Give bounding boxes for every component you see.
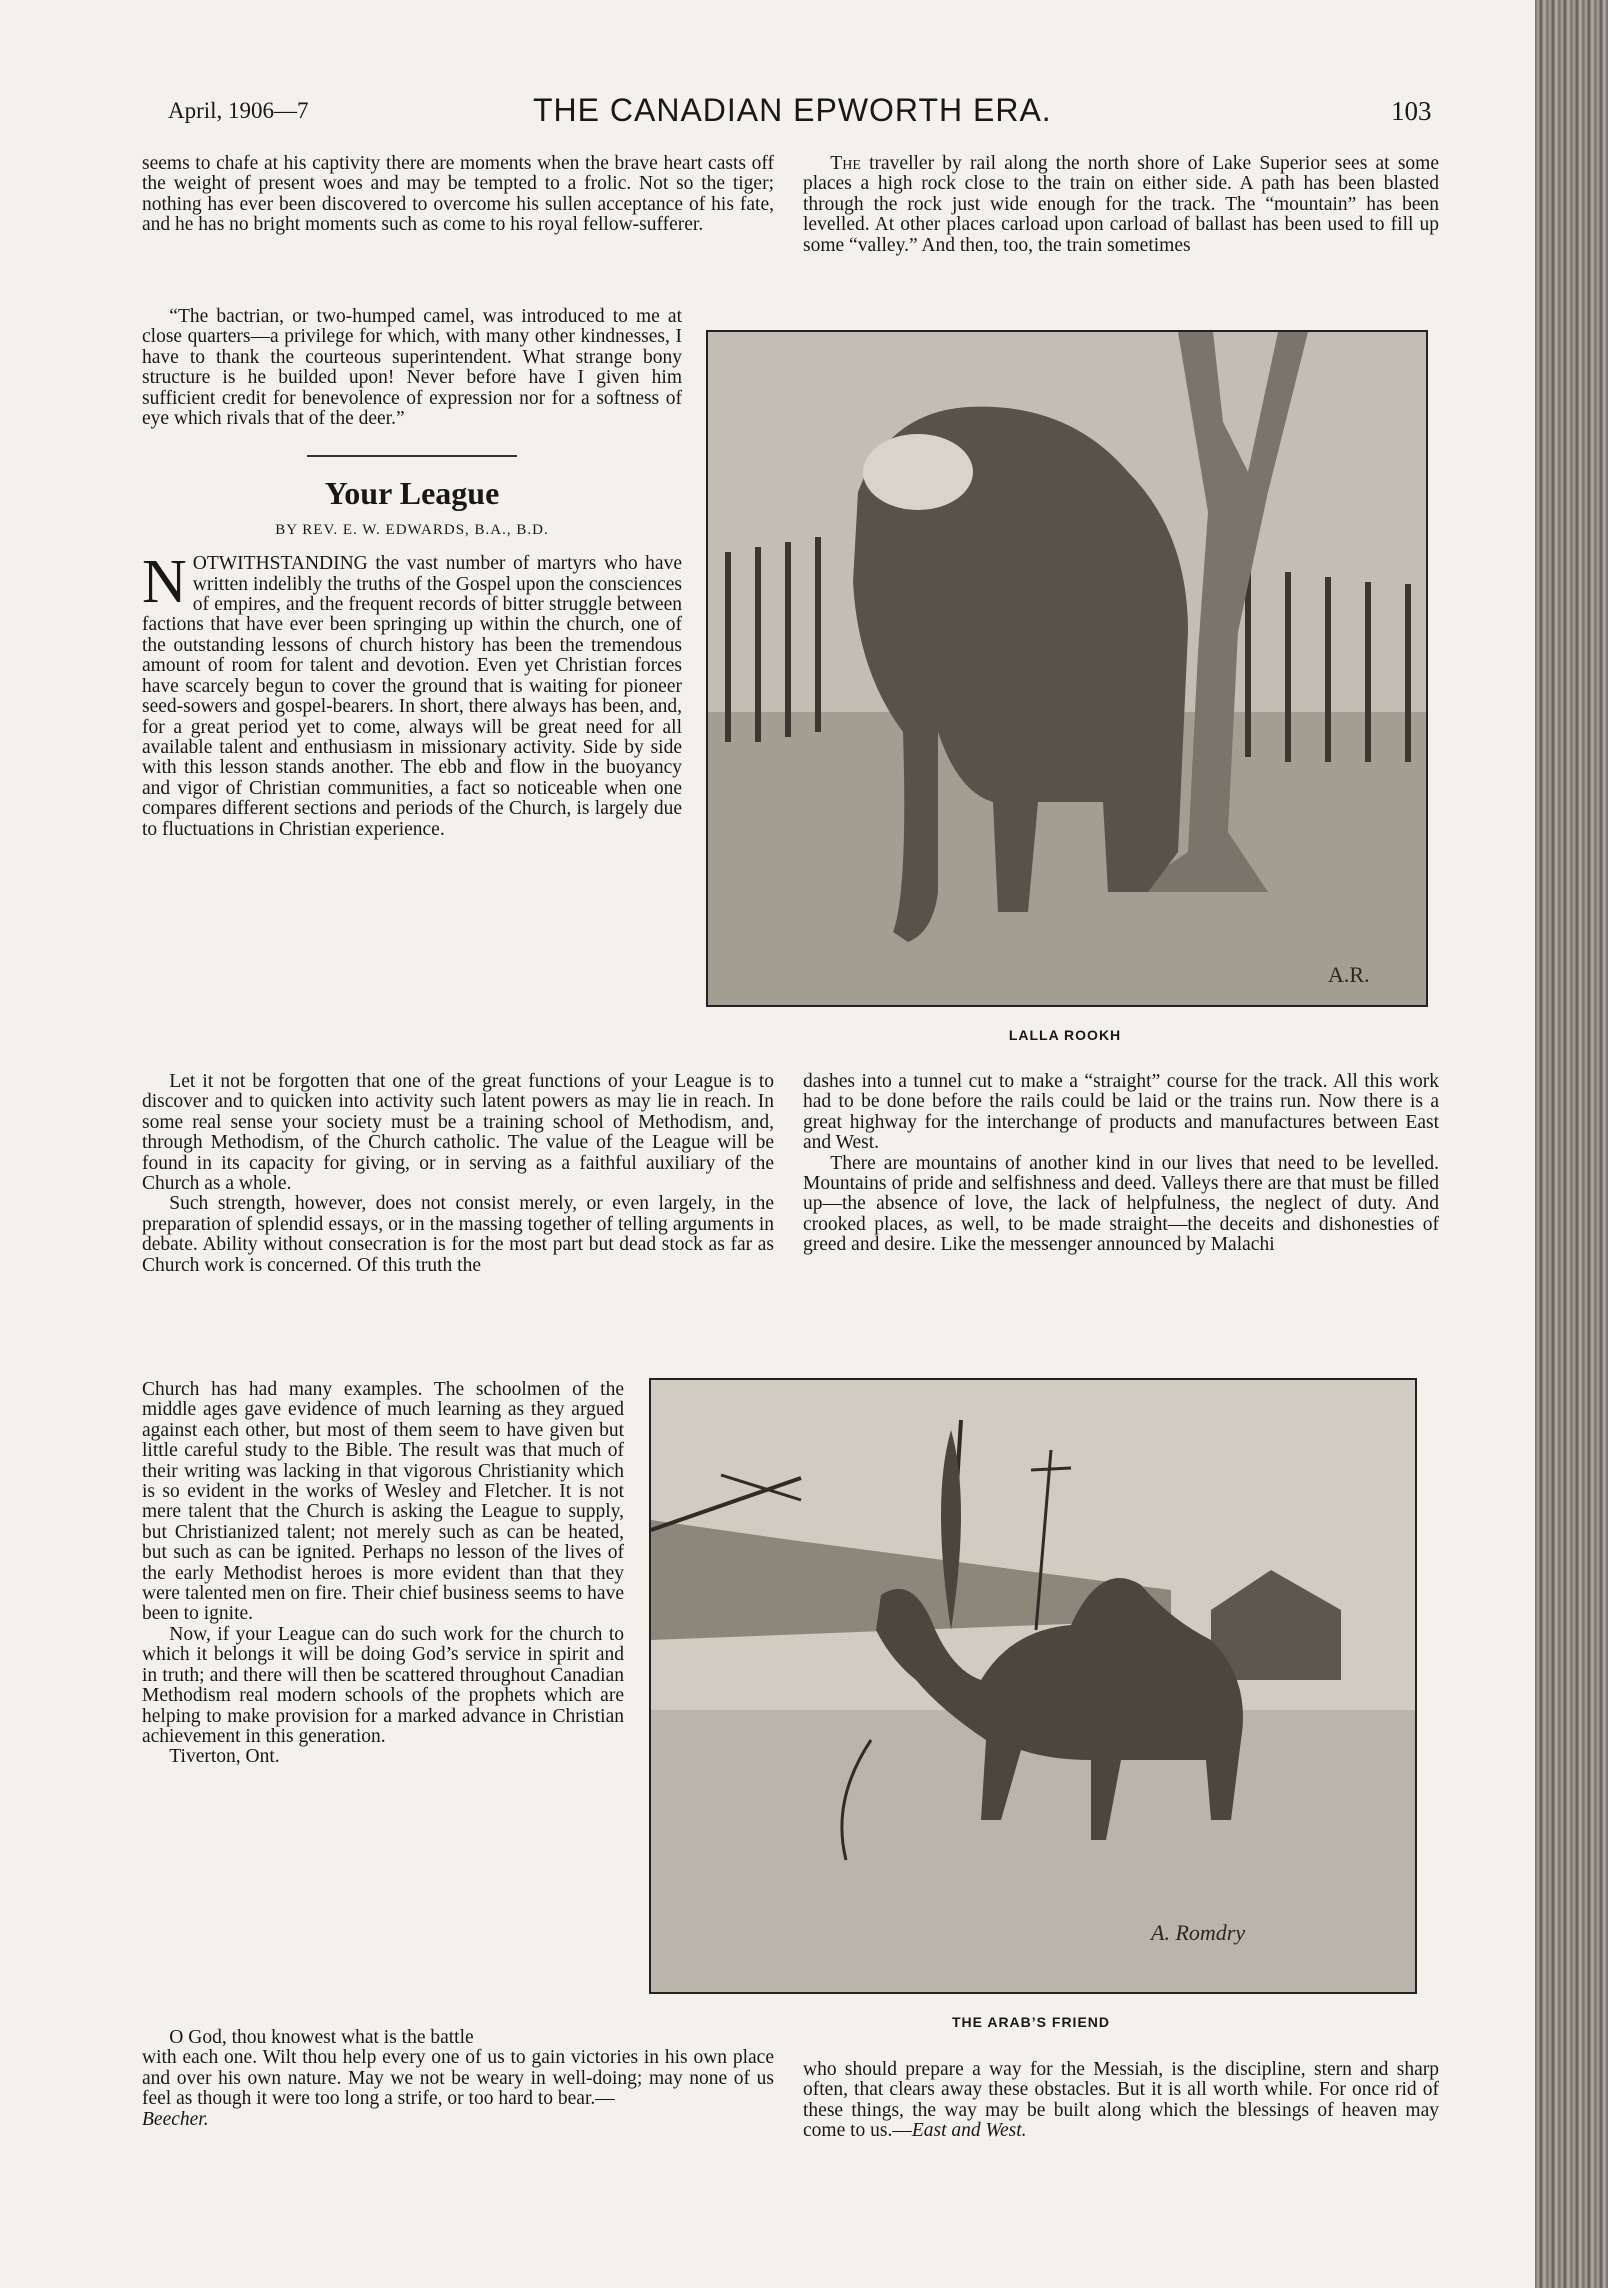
section-divider (307, 455, 517, 457)
left-column-upper (142, 154, 774, 236)
article-paragraph: Such strength, however, does not consist merely, or even largely, in the preparation of splendid essays, or in the massing together of telling arguments in debate. Ability without consecration is for the most part but dead stock as far as Church work is concerned. Of this truth the (142, 1193, 774, 1276)
camel-illustration (649, 1378, 1417, 1994)
book-page-edges (1535, 0, 1608, 2288)
prayer-body: with each one. Wilt thou help every one of us to gain victories in his own place and over his own nature. May we not be weary in well-doing; may none of us feel as though it were too long a strife, or too hard to bear.— (142, 2047, 774, 2110)
drop-cap: N (142, 548, 187, 617)
magazine-title: THE CANADIAN EPWORTH ERA. (533, 92, 1052, 128)
paragraph: There are mountains of another kind in our lives that need to be levelled. Mountains of pride and selfishness and deed. Valleys there are that must be filled up—the absence of love, the lack of helpfulness, the neglect of duty. And crooked places, as well, to be made straight—the deceits and dishonesties of greed and desire. Like the messenger announced by Malachi (803, 1152, 1439, 1256)
paragraph: “The bactrian, or two-humped camel, was introduced to me at close quarters—a privilege for which, with many other kindnesses, I have to thank the courteous superintendent. What strange bony structure is he builded upon! Never before have I given him sufficient credit for benevolence of expression nor for a softness of eye which rivals that of the deer.” (142, 306, 682, 430)
article-paragraph: Now, if your League can do such work for the church to which it belongs it will be doing God’s service in spirit and in truth; and there will then be scattered throughout Canadian Methodism real modern schools of the prophets which are helping to make provision for a marked advance in Christian achievement in this generation. (142, 1623, 624, 1747)
camel-drawing (651, 1380, 1415, 1992)
page-number: 103 (1391, 96, 1432, 126)
camel-caption: THE ARAB’S FRIEND (951, 2014, 1111, 2030)
right-column-upper (803, 154, 1439, 256)
left-column-lower (142, 1380, 624, 1768)
artist-signature: A. Romdry (1151, 1920, 1246, 1945)
issue-date: April, 1906—7 (168, 98, 309, 123)
left-column-middle (142, 1072, 774, 1276)
lead-word: The (830, 153, 861, 174)
right-column-middle (803, 1072, 1439, 1256)
prayer (142, 2028, 774, 2130)
paragraph-text: who should prepare a way for the Messiah, is the discipline, stern and sharp often, that clears away these obstacles. But it is all worth while. For once rid of these things, the way may be built along which the blessings of heaven may come to us.— (803, 2059, 1439, 2142)
elephant-caption: LALLA ROOKH (1008, 1027, 1122, 1043)
left-column-camel-quote (142, 307, 682, 840)
prayer-opening: O God, thou knowest what is the battle (169, 2027, 474, 2048)
running-header (0, 92, 1535, 132)
elephant-illustration (706, 330, 1428, 1007)
article-paragraph: Let it not be forgotten that one of the great functions of your League is to discover and to quicken into activity such latent powers as may lie in reach. In some real sense your society must be a training school of Methodism, and, through Methodism, of the Church catholic. The value of the League will be found in its capacity for giving, or in serving as a faithful auxiliary of the Church as a whole. (142, 1071, 774, 1195)
article-paragraph (142, 548, 682, 840)
prayer-text (142, 2048, 774, 2130)
article-paragraph: Church has had many examples. The schoolmen of the middle ages gave evidence of much learning as they argued against each other, but most of them seem to have given but little careful study to the Bible. The result was that much of their writing was lacking in that vigorous Christianity which is so evident in the works of Wesley and Fletcher. It is not mere talent that the Church is asking the League to supply, but Christianized talent; not merely such as can be heated, but such as can be ignited. Perhaps no lesson of the lives of the early Methodist heroes is more evident than that they were talented men on fire. Their chief business seems to have been to ignite. (142, 1379, 624, 1625)
right-column-lower (803, 2060, 1439, 2142)
paragraph: seems to chafe at his captivity there are moments when the brave heart casts off the weight of present woes and may be tempted to a frolic. Not so the tiger; nothing has ever been discovered to overcome his sullen acceptance of his fate, and he has no bright moments such as come to his royal fellow-sufferer. (142, 153, 774, 236)
article-byline: BY REV. E. W. EDWARDS, B.A., B.D. (275, 521, 549, 538)
article-dateline: Tiverton, Ont. (169, 1746, 280, 1768)
elephant-drawing (708, 332, 1426, 1005)
prayer-attribution: Beecher. (142, 2108, 209, 2130)
source-attribution: East and West. (911, 2120, 1027, 2142)
paragraph-text: OTWITHSTANDING the vast number of martyrs who have written indelibly the truths of the Gospel upon the consciences of empires, and the frequent records of bitter struggle between factions that have ever been springing up within the church, one of the outstanding lessons of church history has been the tremendous amount of room for talent and devotion. Even yet Christian forces have scarcely begun to cover the ground that is waiting for pioneer seed-sowers and gospel-bearers. In short, there always has been, and, for a great period yet to come, always will be great need for all available talent and enthusiasm in missionary activity. Side by side with this lesson stands another. The ebb and flow in the buoyancy and vigor of Christian communities, a fact so noticeable when one compares different sections and periods of the Church, is largely due to fluctuations in Christian experience. (142, 553, 682, 840)
article-title: Your League (324, 475, 500, 512)
paragraph (803, 154, 1439, 256)
paragraph: dashes into a tunnel cut to make a “straight” course for the track. All this work had to be done before the rails could be laid or the trains run. Now there is a great highway for the interchange of products and manufactures between East and West. (803, 1071, 1439, 1154)
artist-signature: A.R. (1328, 962, 1370, 987)
paragraph-text: traveller by rail along the north shore of Lake Superior sees at some places a high rock close to the train on either side. A path has been blasted through the rock just wide enough for the track. The “mountain” has been levelled. At other places carload upon carload of ballast has been used to fill up some “valley.” And then, too, the train sometimes (803, 153, 1439, 256)
elephant-head-highlight (863, 434, 973, 510)
paragraph (803, 2060, 1439, 2142)
